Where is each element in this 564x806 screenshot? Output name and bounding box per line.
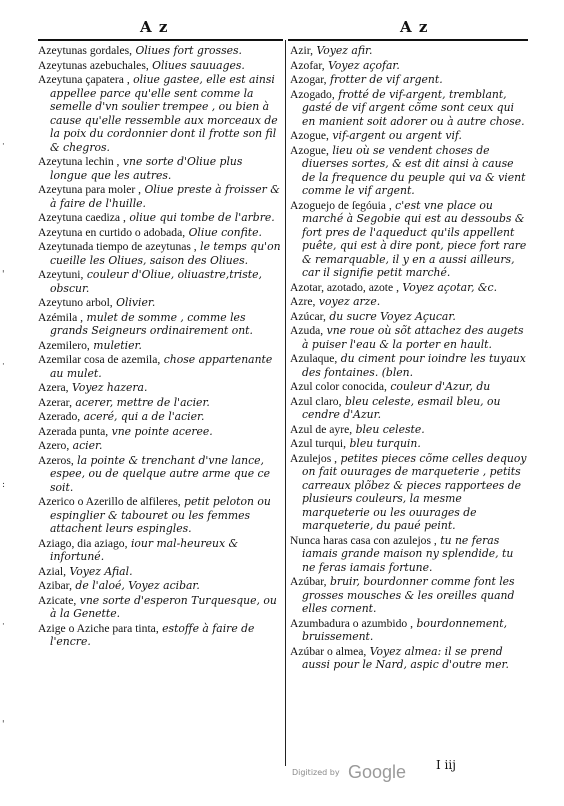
dictionary-entry bbox=[38, 579, 281, 593]
entry-headword: Azogado, bbox=[290, 87, 335, 101]
entry-definition: frotter de vif argent. bbox=[330, 73, 443, 86]
entry-headword: Azeytunas gordales, bbox=[38, 44, 133, 57]
entry-definition: la pointe & trenchant d'vne lance, espee, ou de quelque autre arme que ce soit. bbox=[50, 453, 270, 494]
dictionary-entry bbox=[290, 324, 530, 351]
entry-headword: Azul claro, bbox=[290, 394, 342, 408]
entry-headword: Azofar, bbox=[290, 58, 325, 72]
entry-headword: Azúcar, bbox=[290, 309, 326, 323]
dictionary-entry bbox=[38, 240, 281, 267]
entry-headword: Azero, bbox=[38, 439, 70, 452]
entry-definition: vne roue où sõt attachez des augets à puiser l'eau & la porter en hault. bbox=[302, 324, 524, 351]
dictionary-entry bbox=[38, 353, 281, 380]
entry-headword: Azicate, bbox=[38, 593, 77, 607]
entry-definition: petit peloton ou espinglier & tabouret ou les femmes attachent leurs espingles. bbox=[50, 495, 271, 535]
entry-headword: Azémila , bbox=[38, 310, 84, 324]
dictionary-entry bbox=[290, 310, 530, 324]
entry-definition: frotté de vif-argent, tremblant, gasté de vif argent cõme sont ceux qui en manient soit adorer ou à autre chose. bbox=[302, 87, 525, 128]
dictionary-entry bbox=[290, 88, 530, 129]
entry-headword: Azumbadura o azumbido , bbox=[290, 616, 413, 630]
entry-headword: Azul turqui, bbox=[290, 437, 347, 450]
entry-headword: Azemilar cosa de azemila, bbox=[38, 353, 161, 366]
dictionary-entry bbox=[290, 380, 530, 394]
dictionary-entry bbox=[290, 437, 530, 451]
entry-definition: aceré, qui a de l'acier. bbox=[83, 410, 205, 423]
entry-definition: couleur d'Oliue, oliuastre,triste, obscur. bbox=[50, 268, 262, 295]
entry-definition: bourdonnement, bruissement. bbox=[302, 616, 508, 643]
digitized-by-label: Digitized by bbox=[292, 768, 340, 777]
google-watermark-logo: Google bbox=[348, 762, 407, 782]
running-head-right: A z bbox=[400, 18, 429, 36]
entry-headword: Azul color conocida, bbox=[290, 380, 387, 393]
dictionary-entry bbox=[290, 281, 530, 295]
entry-definition: Oliue confite. bbox=[188, 225, 262, 239]
entry-definition: Oliues sauuages. bbox=[152, 58, 245, 72]
entry-headword: Azogar, bbox=[290, 73, 327, 86]
entry-definition: Voyez afir. bbox=[316, 44, 373, 57]
entry-definition: tu ne feras iamais grande maison ny splendide, tu ne feras iamais fortune. bbox=[302, 533, 514, 574]
entry-definition: chose appartenante au mulet. bbox=[50, 353, 273, 380]
entry-definition: vif-argent ou argent vif. bbox=[332, 129, 462, 142]
dictionary-entry bbox=[290, 44, 530, 58]
entry-headword: Aziago, dia aziago, bbox=[38, 536, 128, 550]
dictionary-entry bbox=[38, 226, 281, 240]
entry-headword: Azúbar, bbox=[290, 575, 327, 588]
entry-headword: Azre, bbox=[290, 295, 316, 308]
dictionary-entry bbox=[290, 452, 530, 533]
entry-headword: Azúbar o almea, bbox=[290, 644, 367, 658]
entry-headword: Azulejos , bbox=[290, 451, 338, 465]
dictionary-entry bbox=[38, 268, 281, 295]
entry-headword: Azul de ayre, bbox=[290, 422, 353, 436]
dictionary-entry bbox=[38, 594, 281, 621]
entry-headword: Azotar, azotado, azote , bbox=[290, 280, 399, 294]
entry-definition: Voyez açotar, &c. bbox=[402, 280, 498, 294]
dictionary-entry bbox=[38, 410, 281, 424]
dictionary-entry bbox=[290, 575, 530, 616]
entry-headword: Azibar, bbox=[38, 579, 72, 592]
entry-definition: le temps qu'on cueille les Oliues, saison des Oliues. bbox=[50, 240, 281, 267]
entry-definition: Voyez açofar. bbox=[328, 58, 400, 72]
entry-headword: Azige o Aziche para tinta, bbox=[38, 621, 159, 635]
dictionary-entry bbox=[290, 395, 530, 422]
dictionary-entry bbox=[290, 129, 530, 143]
dictionary-entry bbox=[290, 73, 530, 87]
dictionary-entry bbox=[38, 537, 281, 564]
column-divider bbox=[285, 40, 286, 766]
dictionary-entry bbox=[38, 73, 281, 154]
entry-definition: Voyez almea: il se prend aussi pour le Nard, aspic d'outre mer. bbox=[302, 644, 509, 671]
dictionary-entry bbox=[38, 565, 281, 579]
dictionary-entry bbox=[38, 339, 281, 353]
entry-headword: Azial, bbox=[38, 564, 67, 578]
entry-definition: du ciment pour ioindre les tuyaux des fontaines. (blen. bbox=[302, 352, 526, 379]
gutter-marks: · ' · : · ' bbox=[2, 140, 6, 730]
entry-headword: Azeytuna çapatera , bbox=[38, 73, 130, 86]
entry-definition: muletier. bbox=[93, 338, 142, 352]
entry-headword: Nunca haras casa con azulejos , bbox=[290, 533, 437, 547]
entry-headword: Azeytunas azebuchales, bbox=[38, 58, 149, 72]
entry-definition: acier. bbox=[72, 439, 103, 452]
running-head-left: A z bbox=[140, 18, 169, 36]
entry-definition: vne pointe aceree. bbox=[111, 424, 213, 438]
dictionary-entry bbox=[38, 381, 281, 395]
entry-definition: iour mal-heureux & infortuné. bbox=[50, 536, 239, 563]
entry-headword: Azera, bbox=[38, 381, 69, 394]
entry-headword: Azemilero, bbox=[38, 338, 90, 352]
entry-definition: vne sorte d'esperon Turquesque, ou à la Genette. bbox=[50, 593, 277, 620]
entry-definition: Voyez Afial. bbox=[69, 564, 133, 578]
dictionary-entry bbox=[38, 183, 281, 210]
dictionary-entry bbox=[38, 211, 281, 225]
dictionary-entry bbox=[38, 495, 281, 536]
entry-definition: Olivier. bbox=[116, 296, 156, 309]
dictionary-entry bbox=[290, 295, 530, 309]
entry-definition: estoffe à faire de l'encre. bbox=[50, 621, 255, 648]
dictionary-entry bbox=[38, 622, 281, 649]
entry-definition: Voyez hazera. bbox=[72, 381, 148, 394]
entry-headword: Azogue, bbox=[290, 129, 329, 142]
dictionary-entry bbox=[290, 423, 530, 437]
entry-definition: voyez arze. bbox=[318, 295, 381, 308]
entry-headword: Azeytuna para moler , bbox=[38, 183, 142, 196]
entry-definition: de l'aloé, Voyez acibar. bbox=[75, 579, 200, 592]
dictionary-entry bbox=[38, 425, 281, 439]
dictionary-entry bbox=[38, 439, 281, 453]
dictionary-entry bbox=[38, 396, 281, 410]
dictionary-entry bbox=[290, 59, 530, 73]
dictionary-entry bbox=[290, 617, 530, 644]
entry-headword: Azuda, bbox=[290, 324, 324, 337]
entry-definition: vne sorte d'Oliue plus longue que les autres. bbox=[50, 155, 243, 182]
dictionary-entry bbox=[38, 296, 281, 310]
left-column bbox=[38, 44, 281, 650]
entry-definition: lieu où se vendent choses de diuerses sortes, & est dit ainsi à cause de la frequence du peuple qui va & vient comme le vif argent. bbox=[302, 143, 526, 197]
entry-definition: bleu celeste, esmail bleu, ou cendre d'Azur. bbox=[302, 394, 501, 421]
entry-definition: du sucre Voyez Açucar. bbox=[329, 309, 456, 323]
dictionary-entry bbox=[38, 44, 281, 58]
entry-headword: Azeros, bbox=[38, 453, 74, 467]
entry-headword: Azeytuni, bbox=[38, 268, 84, 281]
entry-headword: Azeytuna lechin , bbox=[38, 155, 120, 168]
dictionary-entry bbox=[290, 199, 530, 280]
entry-headword: Azeytuno arbol, bbox=[38, 296, 113, 309]
entry-headword: Azerado, bbox=[38, 410, 81, 423]
entry-headword: Azeytunada tiempo de azeytunas , bbox=[38, 240, 197, 253]
entry-definition: Oliues fort grosses. bbox=[135, 44, 242, 57]
entry-headword: Azeytuna en curtido o adobada, bbox=[38, 225, 186, 239]
entry-definition: oliue qui tombe de l'arbre. bbox=[129, 211, 275, 224]
entry-headword: Azogue, bbox=[290, 143, 329, 157]
header-rule-left bbox=[38, 39, 283, 41]
header-rule-right bbox=[288, 39, 528, 41]
entry-definition: bleu celeste. bbox=[355, 422, 425, 436]
entry-headword: Azerico o Azerillo de alfileres, bbox=[38, 495, 181, 508]
dictionary-entry bbox=[290, 144, 530, 198]
entry-definition: acerer, mettre de l'acier. bbox=[75, 395, 210, 409]
entry-definition: Oliue preste à froisser & à faire de l'huille. bbox=[50, 183, 280, 210]
entry-headword: Azoguejo de ſegóuia , bbox=[290, 198, 392, 212]
entry-definition: bleu turquin. bbox=[349, 437, 421, 450]
dictionary-entry bbox=[290, 352, 530, 379]
entry-definition: c'est vne place ou marché à Segobie qui est au dessoubs & fort pres de l'aqueduct qu'ils appellent puête, qui est à dire pont, piece fort rare & remarquable, il y en a aussi ailleurs, car il signifie petit marché. bbox=[302, 198, 527, 279]
right-column bbox=[290, 44, 530, 673]
dictionary-entry bbox=[38, 454, 281, 495]
entry-headword: Azerar, bbox=[38, 395, 72, 409]
entry-definition: couleur d'Azur, du bbox=[390, 380, 491, 393]
entry-definition: bruir, bourdonner comme font les grosses mousches & les oreilles quand elles cornent. bbox=[302, 575, 515, 615]
entry-headword: Azeytuna caediza , bbox=[38, 211, 126, 224]
entry-definition: oliue gastee, elle est ainsi appellee parce qu'elle sent comme la semelle d'vn soulier trempee , ou bien à cause qu'elle ressemble aux morceaux de la poix du cordonnier dont il frotte son fil & chegros. bbox=[50, 73, 278, 154]
dictionary-entry bbox=[290, 534, 530, 575]
entry-definition: mulet de somme , comme les grands Seigneurs ordinairement ont. bbox=[50, 310, 253, 337]
dictionary-entry bbox=[38, 311, 281, 338]
dictionary-entry bbox=[38, 155, 281, 182]
entry-headword: Azir, bbox=[290, 44, 314, 57]
entry-headword: Azulaque, bbox=[290, 352, 338, 365]
dictionary-entry bbox=[290, 645, 530, 672]
entry-definition: petites pieces cõme celles dequoy on fait ouurages de marqueterie , petits carreaux plõbez & pieces rapportees de plusieurs couleurs, la mesme marqueterie ou les ouurages de marqueterie, du paué peint. bbox=[302, 451, 527, 532]
dictionary-entry bbox=[38, 59, 281, 73]
entry-headword: Azerada punta, bbox=[38, 424, 109, 438]
signature-mark: I iij bbox=[436, 758, 456, 772]
